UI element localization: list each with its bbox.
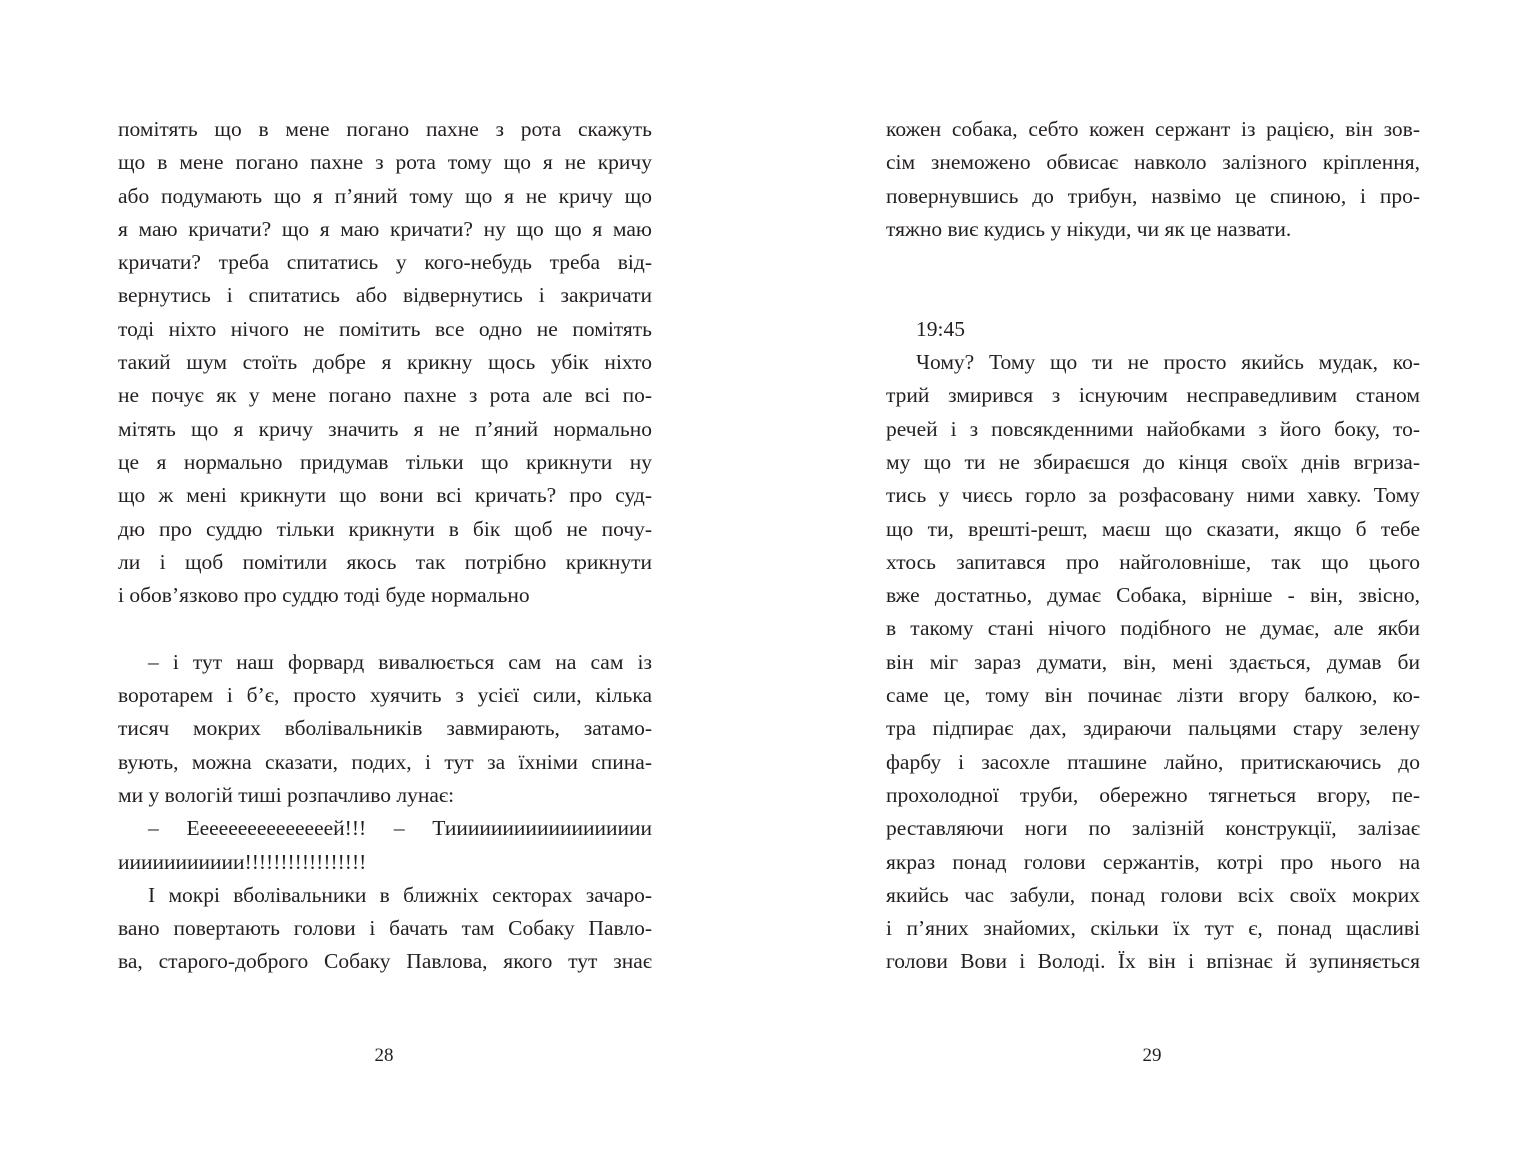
- time-stamp: 19:45: [916, 316, 965, 341]
- text-line: тись у чиєсь горло за розфасовану ними хавку. Тому: [886, 483, 1420, 508]
- text-line: або подумають що я п’яний тому що я не кричу що: [118, 183, 652, 208]
- text-line: речей і з повсякденними найобками з його боку, то-: [886, 416, 1420, 441]
- text-line: кричати? треба спитатись у кого-небудь треба від-: [118, 250, 652, 275]
- right-page: [768, 0, 1536, 1152]
- text-line: І мокрі вболівальники в ближніх секторах зачаро-: [148, 882, 652, 907]
- text-line: я маю кричати? що я маю кричати? ну що що я маю: [118, 216, 652, 241]
- paragraph-spacer: [118, 612, 652, 645]
- left-page-text: [118, 113, 652, 979]
- text-line: і обов’язково про суддю тоді буде нормально: [118, 583, 530, 608]
- text-line: повернувшись до трибун, назвімо це спиною, і про-: [886, 183, 1420, 208]
- text-line: вернутись і спитатись або відвернутись і закричати: [118, 283, 652, 308]
- text-line: вже достатньо, думає Собака, вірніше - він, звісно,: [886, 583, 1420, 608]
- text-line: – і тут наш форвард вивалюється сам на сам із: [148, 649, 652, 674]
- text-line: трий змирився з існуючим несправедливим станом: [886, 383, 1420, 408]
- paragraph: [118, 646, 652, 812]
- text-line: иииииииииии!!!!!!!!!!!!!!!!!: [118, 849, 367, 874]
- text-line: реставляючи ноги по залізній конструкції, залізає: [886, 816, 1420, 841]
- text-line: тисяч мокрих вболівальників завмирають, затамо-: [118, 716, 652, 741]
- section-spacer: [886, 246, 1420, 313]
- page-number: 29: [1142, 1045, 1162, 1066]
- text-line: не почує як у мене погано пахне з рота але всі по-: [118, 383, 652, 408]
- text-line: такий шум стоїть добре я крикну щось убік ніхто: [118, 350, 652, 375]
- text-line: що в мене погано пахне з рота тому що я не кричу: [118, 150, 652, 175]
- paragraph: [118, 113, 652, 612]
- text-line: що ж мені крикнути що вони всі кричать? про суд-: [118, 483, 652, 508]
- text-line: саме це, тому він починає лізти вгору балкою, ко-: [886, 683, 1420, 708]
- text-line: помітять що в мене погано пахне з рота скажуть: [118, 117, 652, 141]
- text-line: і п’яних знайомих, скільки їх тут є, понад щасливі: [886, 916, 1420, 941]
- text-line: якраз понад голови сержантів, котрі про нього на: [886, 849, 1420, 874]
- right-page-text: [886, 113, 1420, 979]
- text-line: вано повертають голови і бачать там Собаку Павло-: [118, 916, 652, 941]
- text-line: дю про суддю тільки крикнути в бік щоб не почу-: [118, 516, 652, 541]
- paragraph: [118, 812, 652, 879]
- text-line: прохолодної труби, обережно тягнеться вгору, пе-: [886, 782, 1420, 807]
- text-line: кожен собака, себто кожен сержант із рацією, він зов-: [886, 117, 1420, 141]
- text-line: тоді ніхто нічого не помітить все одно не помітять: [118, 316, 652, 341]
- text-line: якийсь час забули, понад голови всіх своїх мокрих: [886, 882, 1420, 907]
- text-line: ва, старого-доброго Собаку Павлова, якого тут знає: [118, 949, 652, 974]
- text-line: тяжно виє кудись у нікуди, чи як це назвати.: [886, 216, 1292, 241]
- text-line: мітять що я кричу значить я не п’яний нормально: [118, 416, 652, 441]
- text-line: фарбу і засохле пташине лайно, притискаючись до: [886, 749, 1420, 774]
- text-line: сім знеможено обвисає навколо залізного кріплення,: [886, 150, 1420, 175]
- text-line: це я нормально придумав тільки що крикнути ну: [118, 449, 652, 474]
- text-line: воротарем і б’є, просто хуячить з усієї сили, кілька: [118, 683, 652, 708]
- text-line: Чому? Тому що ти не просто якийсь мудак, ко-: [916, 350, 1420, 375]
- text-line: хтось запитався про найголовніше, так що цього: [886, 549, 1420, 574]
- paragraph: [118, 879, 652, 979]
- text-line: ли і щоб помітили якось так потрібно крикнути: [118, 549, 652, 574]
- text-line: він міг зараз думати, він, мені здається, думав би: [886, 649, 1420, 674]
- text-line: голови Вови і Володі. Їх він і впізнає й зупиняється: [886, 949, 1420, 974]
- text-line: – Ееееееееееееееей!!! – Тииииииииииииииииии: [148, 816, 652, 841]
- paragraph: [886, 113, 1420, 246]
- page-number: 28: [374, 1045, 394, 1066]
- text-line: в такому стані нічого подібного не думає, але якби: [886, 616, 1420, 641]
- text-line: му що ти не збираєшся до кінця своїх днів вгриза-: [886, 449, 1420, 474]
- paragraph: [886, 346, 1420, 979]
- text-line: що ти, врешті-решт, маєш що сказати, якщо б тебе: [886, 516, 1420, 541]
- text-line: тра підпирає дах, здираючи пальцями стару зелену: [886, 716, 1420, 741]
- text-line: вують, можна сказати, подих, і тут за їхніми спина-: [118, 749, 652, 774]
- text-line: ми у вологій тиші розпачливо лунає:: [118, 782, 455, 807]
